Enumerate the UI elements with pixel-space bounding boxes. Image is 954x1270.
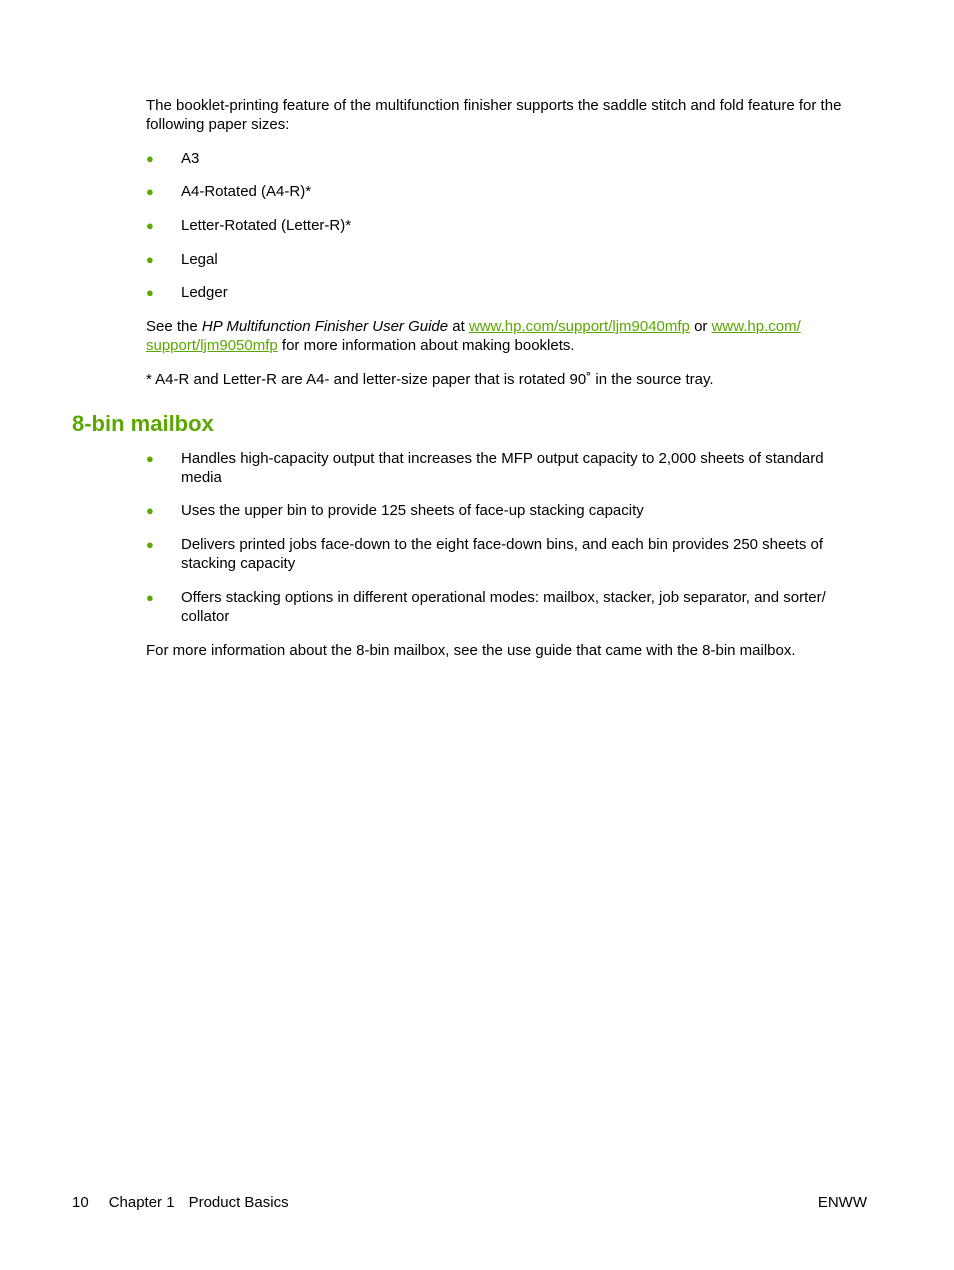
link-ljm9050mfp-part1[interactable]: www.hp.com/ [711, 318, 801, 335]
bullet-icon: ● [146, 184, 154, 199]
mailbox-feature-text: Delivers printed jobs face-down to the eight face-down bins, and each bin provides 250 sheets of stacking capacity [181, 536, 824, 572]
mailbox-feature-text: Uses the upper bin to provide 125 sheets of face-up stacking capacity [181, 502, 644, 519]
bullet-icon: ● [146, 537, 154, 552]
page-number: 10 [72, 1194, 89, 1211]
paper-size-label: A3 [181, 150, 200, 167]
paper-size-label: Legal [181, 251, 218, 268]
mailbox-feature-text: Offers stacking options in different operational modes: mailbox, stacker, job separator, and sorter/ collator [181, 589, 826, 625]
footer-right: ENWW [817, 1194, 867, 1211]
see-also-or: or [689, 318, 712, 335]
footer-left [72, 1193, 289, 1212]
bullet-icon: ● [146, 451, 154, 466]
intro-paragraph: The booklet-printing feature of the multifunction finisher supports the saddle stitch and fold feature for the following paper sizes: [146, 97, 842, 133]
link-ljm9050mfp-part2[interactable]: support/ljm9050mfp [146, 337, 278, 354]
closing-paragraph: For more information about the 8-bin mailbox, see the use guide that came with the 8-bin mailbox. [146, 642, 796, 659]
bullet-icon: ● [146, 285, 154, 300]
section-heading: 8-bin mailbox [72, 411, 214, 436]
paper-size-label: Letter-Rotated (Letter-R)* [181, 217, 352, 234]
footnote: * A4-R and Letter-R are A4- and letter-size paper that is rotated 90˚ in the source tray. [146, 371, 714, 388]
bullet-icon: ● [146, 252, 154, 267]
paper-size-label: Ledger [181, 284, 228, 301]
bullet-icon: ● [146, 590, 154, 605]
bullet-icon: ● [146, 151, 154, 166]
see-also-suffix: for more information about making booklets. [277, 337, 575, 354]
chapter-title: Product Basics [188, 1194, 289, 1211]
see-also-prefix: See the [146, 318, 202, 335]
see-also-at: at [448, 318, 469, 335]
bullet-icon: ● [146, 503, 154, 518]
paper-size-label: A4-Rotated (A4-R)* [181, 183, 312, 200]
guide-title: HP Multifunction Finisher User Guide [201, 318, 449, 335]
link-ljm9040mfp[interactable]: www.hp.com/support/ljm9040mfp [468, 318, 690, 335]
bullet-icon: ● [146, 218, 154, 233]
chapter-label: Chapter 1 [108, 1194, 175, 1211]
mailbox-feature-text: Handles high-capacity output that increases the MFP output capacity to 2,000 sheets of standard media [181, 450, 824, 486]
see-also-paragraph [146, 317, 868, 355]
